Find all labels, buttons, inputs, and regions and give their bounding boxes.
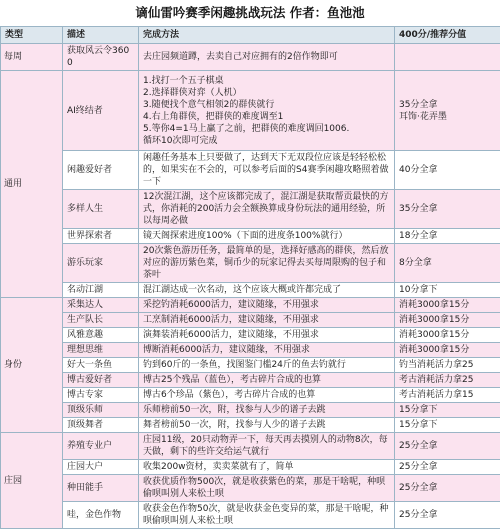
cell-desc-text: 理想思维 bbox=[67, 344, 134, 356]
cell-method-text: 收集200w资材，卖卖菜就有了，简单 bbox=[143, 461, 390, 473]
cell-desc-text: 游乐玩家 bbox=[67, 257, 134, 269]
cell-desc bbox=[63, 475, 139, 502]
cell-desc bbox=[63, 358, 139, 373]
cell-score-text: 消耗3000拿15分 bbox=[399, 329, 496, 341]
cell-method bbox=[139, 475, 395, 502]
table-row bbox=[1, 460, 500, 475]
cell-desc bbox=[63, 244, 139, 283]
cell-desc-text: 顶级乐师 bbox=[67, 404, 134, 416]
cell-score bbox=[395, 403, 500, 418]
cell-desc bbox=[63, 151, 139, 190]
cell-score-text: 考古消耗活力拿25 bbox=[399, 374, 496, 386]
cell-method bbox=[139, 388, 395, 403]
cell-method bbox=[139, 328, 395, 343]
cell-desc bbox=[63, 373, 139, 388]
table-row bbox=[1, 373, 500, 388]
cell-score bbox=[395, 433, 500, 460]
cell-score bbox=[395, 328, 500, 343]
column-header-desc: 描述 bbox=[63, 27, 139, 44]
cell-desc bbox=[63, 388, 139, 403]
cell-method bbox=[139, 190, 395, 229]
cell-score-text: 考古消耗活力拿15 bbox=[399, 389, 496, 401]
cell-desc bbox=[63, 190, 139, 229]
table-row bbox=[1, 502, 500, 529]
cell-score-text: 消耗3000拿15分 bbox=[399, 314, 496, 326]
table-row bbox=[1, 388, 500, 403]
cell-method-text: 混江湖达成一次名动，这个应该大概或许都完成了 bbox=[143, 284, 390, 296]
cell-desc-text: 采集达人 bbox=[67, 299, 134, 311]
cell-desc-text: 获取风云令3600 bbox=[67, 45, 134, 69]
cell-method bbox=[139, 229, 395, 244]
cell-method-text: 钓到60斤的一条鱼，找图鉴门槛24斤的鱼去钓就行 bbox=[143, 359, 390, 371]
cell-score-text: 钓当消耗活力拿25 bbox=[399, 359, 496, 371]
table-header-row bbox=[1, 27, 500, 44]
cell-method-text: 博古25个残品（蓝色），考古碎片合成的也算 bbox=[143, 374, 390, 386]
cell-score bbox=[395, 388, 500, 403]
cell-desc-text: 风雅意趣 bbox=[67, 329, 134, 341]
cell-method bbox=[139, 433, 395, 460]
cell-desc bbox=[63, 460, 139, 475]
document-title: 谪仙雷吟赛季闲趣挑战玩法 作者：鱼池池 bbox=[0, 0, 500, 26]
cell-score bbox=[395, 44, 500, 71]
column-header-type: 类型 bbox=[1, 27, 63, 44]
cell-score bbox=[395, 298, 500, 313]
cell-desc bbox=[63, 502, 139, 529]
cell-desc-text: 养殖专业户 bbox=[67, 440, 134, 452]
challenge-table bbox=[0, 26, 500, 529]
column-header-score: 400分/推荐分值 bbox=[395, 27, 500, 44]
cell-score bbox=[395, 343, 500, 358]
cell-method bbox=[139, 502, 395, 529]
cell-method-text: 舞者榜前50一次，附，找参与人少的谱子去跳 bbox=[143, 419, 390, 431]
cell-method-text: 乐师榜前50一次，附，找参与人少的谱子去跳 bbox=[143, 404, 390, 416]
cell-score bbox=[395, 313, 500, 328]
cell-score bbox=[395, 373, 500, 388]
cell-desc bbox=[63, 229, 139, 244]
cell-desc-text: 博古专家 bbox=[67, 389, 134, 401]
column-header-method: 完成方法 bbox=[139, 27, 395, 44]
cell-desc bbox=[63, 418, 139, 433]
table-row bbox=[1, 418, 500, 433]
cell-score bbox=[395, 475, 500, 502]
cell-score-text: 消耗3000拿15分 bbox=[399, 344, 496, 356]
cell-type: 身份 bbox=[1, 298, 63, 433]
cell-method-text: 收获优质作物500次，就是收获紫色的菜，那是干啥呢，种呗偷呗叫别人来松土呗 bbox=[143, 476, 390, 500]
cell-desc bbox=[63, 433, 139, 460]
cell-desc bbox=[63, 328, 139, 343]
cell-type: 每周 bbox=[1, 44, 63, 71]
cell-method bbox=[139, 418, 395, 433]
cell-type: 通用 bbox=[1, 71, 63, 298]
cell-method-text: 采挖钓消耗6000活力，建议随缘，不用强求 bbox=[143, 299, 390, 311]
cell-desc-text: 名动江湖 bbox=[67, 284, 134, 296]
cell-method bbox=[139, 403, 395, 418]
cell-score-text: 25分全拿 bbox=[399, 440, 496, 452]
cell-desc-text: 世界探索者 bbox=[67, 230, 134, 242]
cell-desc-text: 种田能手 bbox=[67, 482, 134, 494]
cell-score-text: 40分全拿 bbox=[399, 164, 496, 176]
cell-score-text: 15分拿下 bbox=[399, 404, 496, 416]
cell-method bbox=[139, 244, 395, 283]
cell-desc bbox=[63, 298, 139, 313]
cell-method-text: 闲趣任务基本上只要做了，达到天下无双段位应该是轻轻松松的，如果实在不会的，可以参考后面的S4赛季闲趣攻略照着做一下 bbox=[143, 152, 390, 188]
cell-method-text: 庄园11级，20只动物弄一下，每天再去摸别人的动物8次，每天做，剩下的些许交给运气就行 bbox=[143, 434, 390, 458]
cell-method-text: 1.找打一个五子棋桌 2.选择群侠对弈（人机） 3.随便找个意气相领2的群侠就行 4.右上角群侠，把群侠的难度调至1 5.等你4=1马上赢了之前，把群侠的难度调回1006. 循环10次即可完成 bbox=[143, 75, 390, 147]
table-body bbox=[1, 44, 500, 529]
cell-score-text: 消耗3000拿15分 bbox=[399, 299, 496, 311]
table-row bbox=[1, 283, 500, 298]
cell-score bbox=[395, 358, 500, 373]
cell-score bbox=[395, 71, 500, 151]
cell-method bbox=[139, 151, 395, 190]
table-row bbox=[1, 358, 500, 373]
cell-score-text: 15分拿下 bbox=[399, 419, 496, 431]
cell-method bbox=[139, 343, 395, 358]
cell-score bbox=[395, 190, 500, 229]
cell-method-text: 12次混江湖，这个应该都完成了，混江湖是获取帮贡最快的方式，你消耗的200活力会全额换算成身份玩法的通用经验，所以每周必做 bbox=[143, 191, 390, 227]
cell-desc-text: 好大一条鱼 bbox=[67, 359, 134, 371]
cell-method-text: 博古6个珍品（紫色），考古碎片合成的也算 bbox=[143, 389, 390, 401]
cell-method bbox=[139, 44, 395, 71]
table-row bbox=[1, 71, 500, 151]
cell-score-text: 8分全拿 bbox=[399, 257, 496, 269]
cell-desc-text: AI终结者 bbox=[67, 105, 134, 117]
cell-method bbox=[139, 298, 395, 313]
cell-score-text: 35分全拿 耳饰·花弄墨 bbox=[399, 99, 496, 123]
cell-method bbox=[139, 373, 395, 388]
cell-score-text: 25分全拿 bbox=[399, 482, 496, 494]
cell-score bbox=[395, 460, 500, 475]
cell-score bbox=[395, 244, 500, 283]
cell-score-text: 25分全拿 bbox=[399, 461, 496, 473]
cell-method bbox=[139, 71, 395, 151]
table-row bbox=[1, 343, 500, 358]
cell-score-text: 18分全拿 bbox=[399, 230, 496, 242]
cell-desc-text: 生产队长 bbox=[67, 314, 134, 326]
table-row bbox=[1, 475, 500, 502]
table-row bbox=[1, 44, 500, 71]
cell-score-text: 10分拿下 bbox=[399, 284, 496, 296]
table-row bbox=[1, 313, 500, 328]
cell-score bbox=[395, 229, 500, 244]
cell-method bbox=[139, 313, 395, 328]
cell-method bbox=[139, 460, 395, 475]
cell-method-text: 演舞装消耗6000活力，建议随缘，不用强求 bbox=[143, 329, 390, 341]
cell-method bbox=[139, 358, 395, 373]
cell-method-text: 20次紫色游历任务，最简单的是，选择好感高的群侠，然后放对应的游历紫色菜，铜币少的玩家记得去买每周限购的包子和茶叶 bbox=[143, 245, 390, 281]
table-row bbox=[1, 328, 500, 343]
cell-method-text: 镜天阁探索进度100%（下面的进度条100%就行） bbox=[143, 230, 390, 242]
cell-type: 庄园 bbox=[1, 433, 63, 529]
table-row bbox=[1, 229, 500, 244]
cell-desc-text: 博古爱好者 bbox=[67, 374, 134, 386]
cell-desc bbox=[63, 44, 139, 71]
cell-desc bbox=[63, 71, 139, 151]
table-row bbox=[1, 244, 500, 283]
cell-desc bbox=[63, 283, 139, 298]
cell-desc-text: 闲趣爱好者 bbox=[67, 164, 134, 176]
cell-score-text: 35分全拿 bbox=[399, 203, 496, 215]
cell-method-text: 工烹制消耗6000活力，建议随缘，不用强求 bbox=[143, 314, 390, 326]
cell-desc-text: 顶级舞者 bbox=[67, 419, 134, 431]
cell-method-text: 收获金色作物50次，就是收获金色变异的菜，那是干啥呢，种呗偷呗叫别人来松土呗 bbox=[143, 503, 390, 527]
cell-method-text: 博断消耗6000活力，建议随缘，不用强求 bbox=[143, 344, 390, 356]
table-row bbox=[1, 403, 500, 418]
cell-desc-text: 哇，金色作物 bbox=[67, 509, 134, 521]
table-row bbox=[1, 151, 500, 190]
cell-desc-text: 多样人生 bbox=[67, 203, 134, 215]
cell-score bbox=[395, 151, 500, 190]
cell-score-text: 25分全拿 bbox=[399, 509, 496, 521]
cell-method bbox=[139, 283, 395, 298]
cell-score bbox=[395, 418, 500, 433]
cell-score bbox=[395, 502, 500, 529]
table-row bbox=[1, 433, 500, 460]
cell-method-text: 去庄园频道蹲，去卖自己对应拥有的2倍作物即可 bbox=[143, 51, 390, 63]
table-row bbox=[1, 190, 500, 229]
cell-desc-text: 庄园大户 bbox=[67, 461, 134, 473]
table-row bbox=[1, 298, 500, 313]
cell-score bbox=[395, 283, 500, 298]
cell-desc bbox=[63, 343, 139, 358]
cell-desc bbox=[63, 313, 139, 328]
cell-desc bbox=[63, 403, 139, 418]
